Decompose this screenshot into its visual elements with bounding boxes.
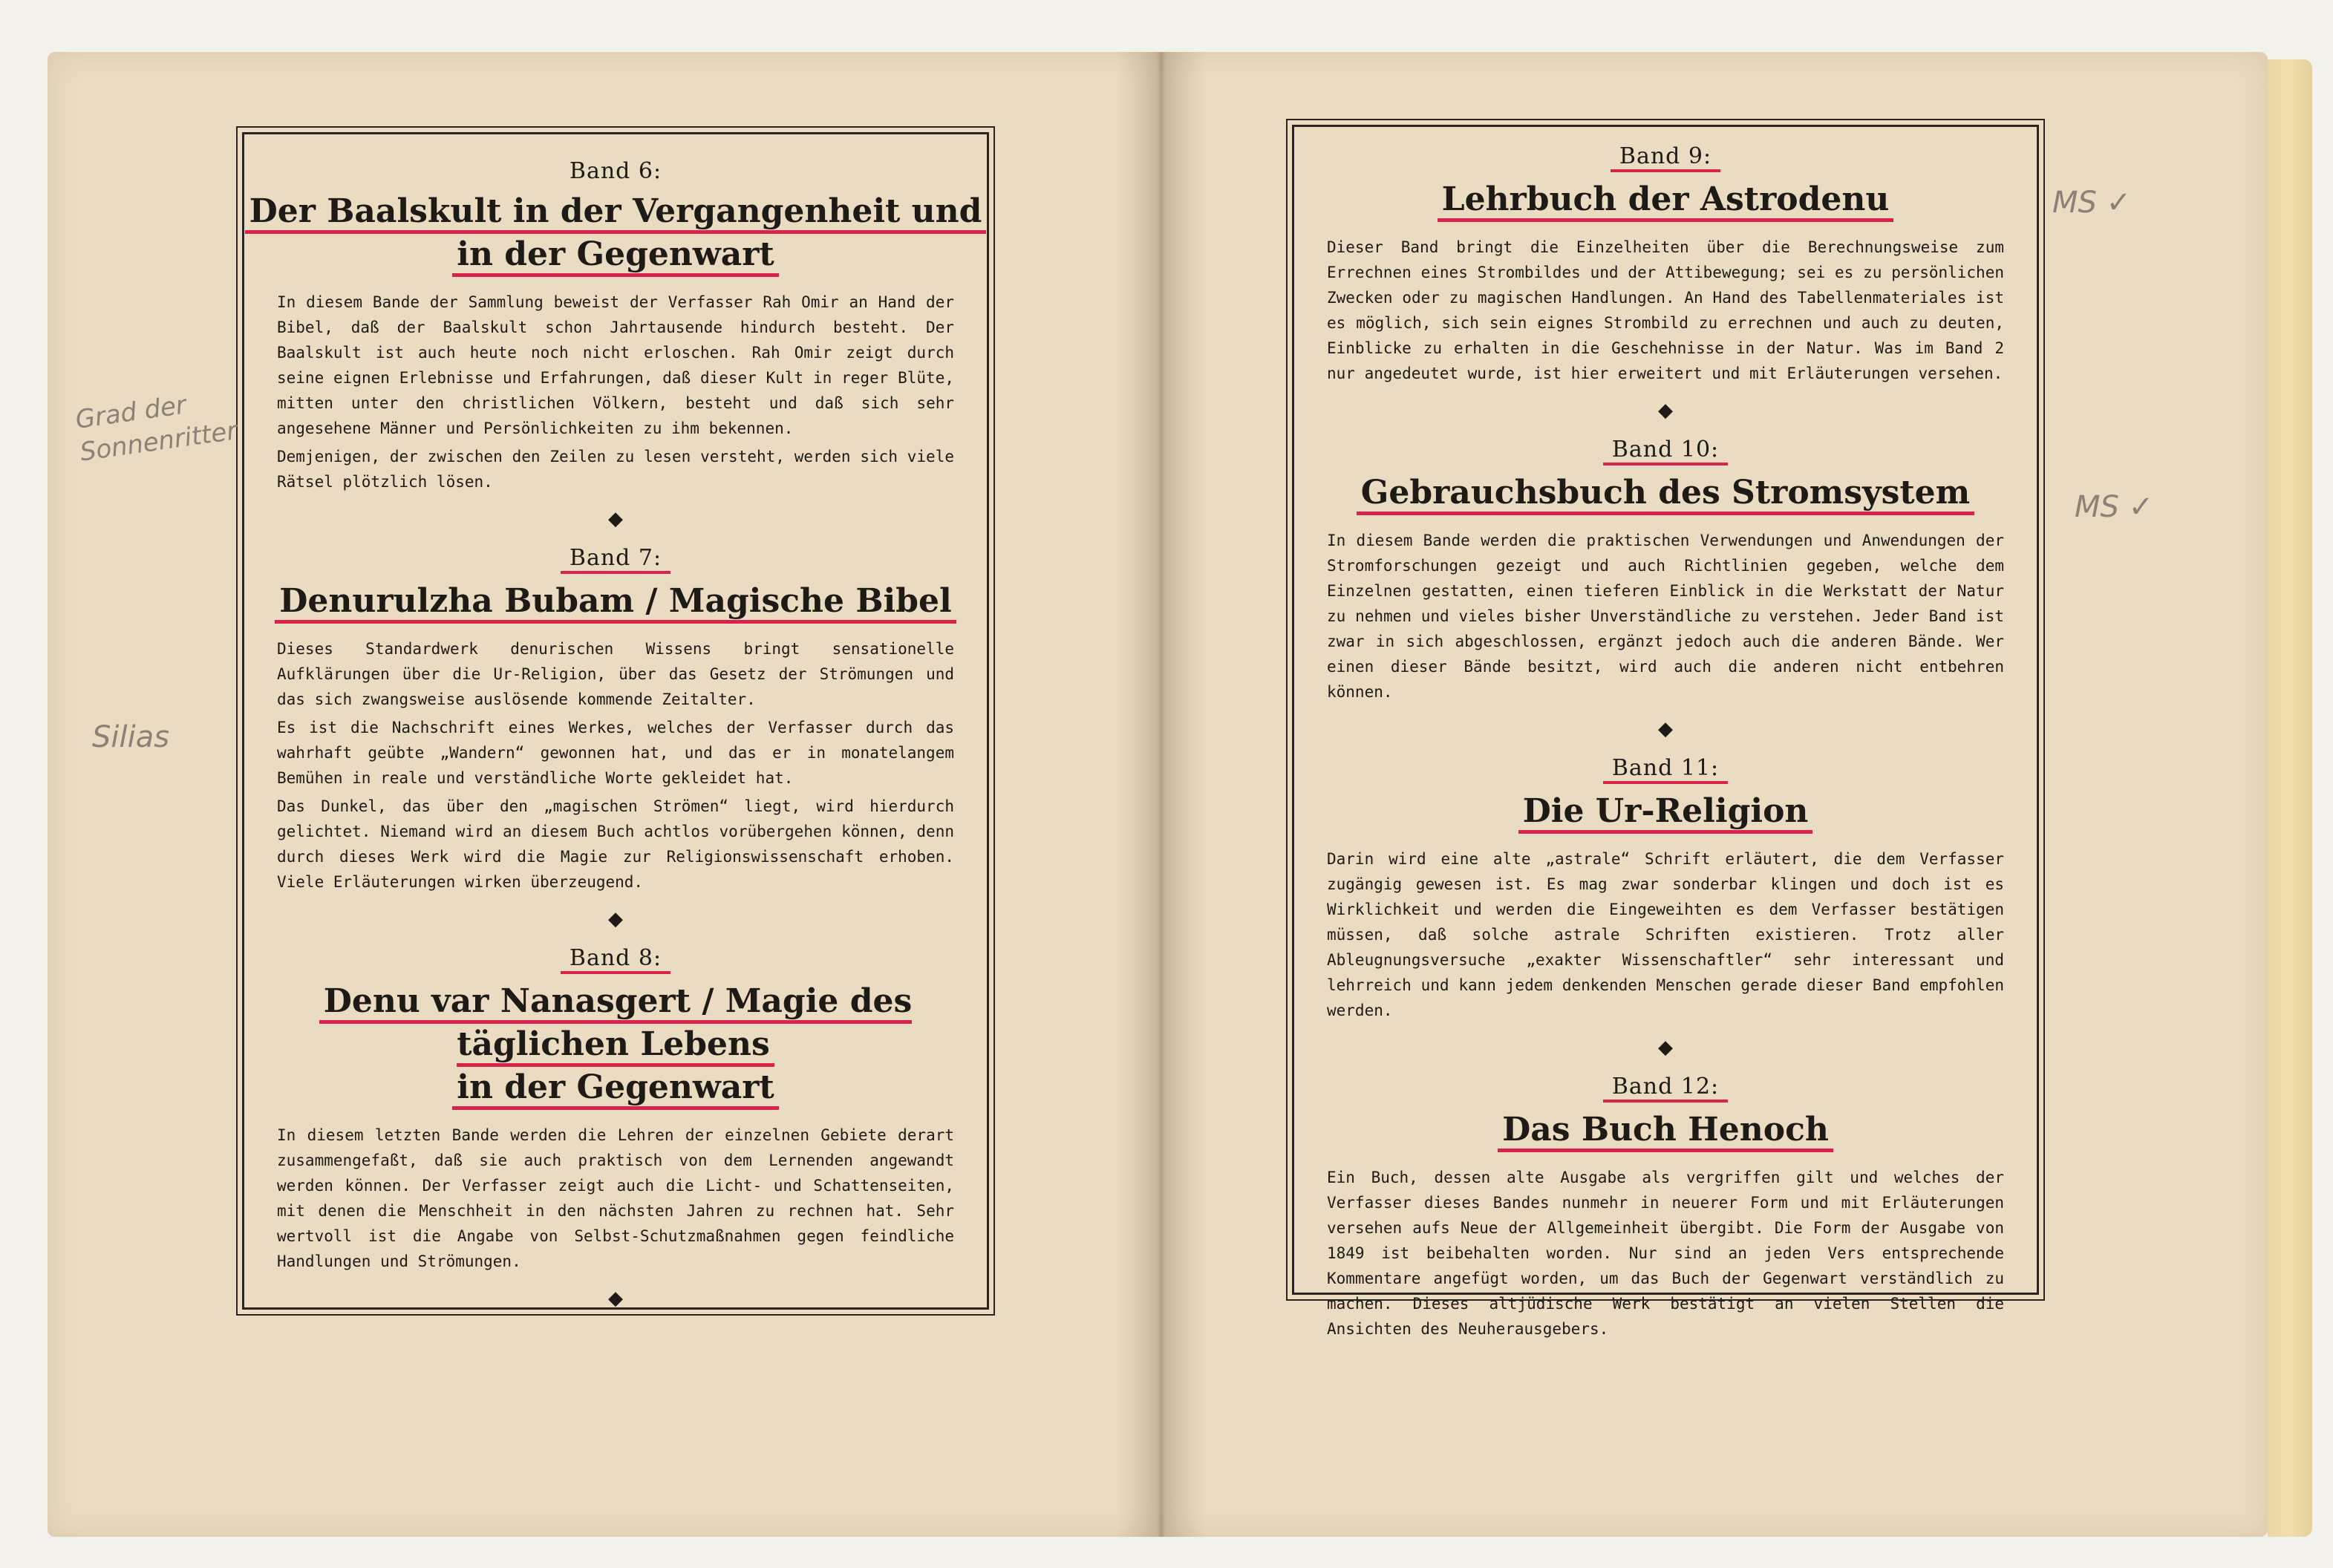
section-band-7 xyxy=(244,545,987,930)
band-title-line: Denurulzha Bubam / Magische Bibel xyxy=(275,582,956,624)
section-band-10 xyxy=(1294,437,2037,740)
band-title-line: in der Gegenwart xyxy=(452,235,779,277)
diamond-separator: ◆ xyxy=(1658,399,1673,422)
band-label: Band 9: xyxy=(1611,143,1720,172)
band-title xyxy=(244,980,987,1109)
band-title-line: Der Baalskult in der Vergangenheit und xyxy=(245,192,987,234)
band-title-line: Das Buch Henoch xyxy=(1498,1111,1833,1152)
paragraph: Ein Buch, dessen alte Ausgabe als vergriffen gilt und welches der Verfasser dieses Bandes nunmehr in neuerer Form und mit Erläuterungen versehen aufs Neue der Allgemeinheit übergibt. Die Form der Ausgabe von 1849 ist beibehalten worden. Nur sind an jeden Vers entsprechende Kommentare angefügt worden, um das Buch der Gegenwart verständlich zu machen. Dieses altjüdische Werk bestätigt an vielen Stellen die Ansichten des Neuherausgebers. xyxy=(1327,1169,2004,1338)
section-band-12 xyxy=(1294,1074,2037,1342)
band-title xyxy=(1294,471,2037,514)
diamond-separator: ◆ xyxy=(1658,1036,1673,1059)
page-edge xyxy=(2268,59,2312,1537)
band-label: Band 7: xyxy=(561,545,670,574)
band-title-line: Die Ur-Religion xyxy=(1518,792,1813,834)
book-gutter xyxy=(1117,52,1206,1537)
section-band-8 xyxy=(244,945,987,1310)
diamond-separator: ◆ xyxy=(608,508,623,530)
band-title-line: Lehrbuch der Astrodenu xyxy=(1438,180,1894,222)
band-title xyxy=(1294,790,2037,833)
margin-note-handwritten: MS ✓ xyxy=(2052,186,2132,220)
band-label: Band 10: xyxy=(1603,437,1728,466)
diamond-separator: ◆ xyxy=(1658,718,1673,740)
diamond-separator: ◆ xyxy=(608,908,623,930)
open-book xyxy=(48,52,2268,1537)
band-description xyxy=(277,636,954,895)
band-title xyxy=(1294,1108,2037,1152)
section-band-6 xyxy=(244,158,987,530)
paragraph: Es ist die Nachschrift eines Werkes, welches der Verfasser durch das wahrhaft geübte „Wandern“ gewonnen hat, und das er in monatelangem Bemühen in reale und verständliche Worte gekleidet hat. xyxy=(277,719,954,787)
margin-note-handwritten: MS ✓ xyxy=(2075,490,2154,524)
band-title-line: Gebrauchsbuch des Stromsystem xyxy=(1357,474,1974,515)
band-description xyxy=(1327,846,2004,1023)
left-page-frame xyxy=(242,132,989,1310)
section-band-9 xyxy=(1294,143,2037,422)
paragraph: Das Dunkel, das über den „magischen Strömen“ liegt, wird hierdurch gelichtet. Niemand wird an diesem Buch achtlos vorübergehen können, denn durch dieses Werk wird die Magie zur Religionswissenschaft erhoben. Viele Erläuterungen wirken überzeugend. xyxy=(277,797,954,891)
band-label: Band 8: xyxy=(561,945,670,974)
band-title xyxy=(1294,178,2037,221)
band-description xyxy=(277,1123,954,1274)
margin-note-handwritten: Silias xyxy=(92,720,170,754)
section-band-11 xyxy=(1294,755,2037,1059)
band-description xyxy=(1327,235,2004,386)
paragraph: Dieser Band bringt die Einzelheiten über die Berechnungsweise zum Errechnen eines Strombildes und der Attibewegung; sei es zu persönlichen Zwecken oder zu magischen Handlungen. An Hand des Tabellenmateriales ist es möglich, sich sein eignes Strombild zu errechnen und auch zu deuten, Einblicke zu erhalten in die Geschehnisse in der Natur. Was im Band 2 nur angedeutet wurde, ist hier erweitert und mit Erläuterungen versehen. xyxy=(1327,238,2004,382)
paragraph: Demjenigen, der zwischen den Zeilen zu lesen versteht, werden sich viele Rätsel plötzlich lösen. xyxy=(277,448,954,491)
band-title xyxy=(244,190,987,276)
diamond-separator: ◆ xyxy=(608,1287,623,1310)
paragraph: Darin wird eine alte „astrale“ Schrift erläutert, die dem Verfasser zugängig gewesen ist. Es mag zwar sonderbar klingen und doch ist es Wirklichkeit und werden die Eingeweihten es dem Verfasser bestätigen müssen, daß solche astrale Schriften existieren. Trotz aller Ableugnungsversuche „exakter Wissenschaftler“ sehr interessant und lehrreich und kann jedem denkenden Menschen gerade dieser Band empfohlen werden. xyxy=(1327,850,2004,1019)
band-title xyxy=(244,580,987,623)
band-label: Band 11: xyxy=(1603,755,1728,784)
paragraph: In diesem Bande werden die praktischen Verwendungen und Anwendungen der Stromforschungen gezeigt und auch Richtlinien gegeben, welche dem Einzelnen gestatten, einen tieferen Einblick in die Werkstatt der Natur zu nehmen und vieles bisher Unverständliche zu verstehen. Jeder Band ist zwar in sich abgeschlossen, ergänzt jedoch auch die anderen Bände. Wer einen dieser Bände besitzt, wird auch die anderen nicht entbehren können. xyxy=(1327,532,2004,701)
margin-note-handwritten: Grad der Sonnenritter xyxy=(74,390,239,468)
band-description xyxy=(1327,528,2004,705)
band-description xyxy=(1327,1165,2004,1342)
paragraph: Dieses Standardwerk denurischen Wissens bringt sensationelle Aufklärungen über die Ur-Religion, über das Gesetz der Strömungen und das sich zwangsweise auslösende kommende Zeitalter. xyxy=(277,640,954,708)
paragraph: In diesem letzten Bande werden die Lehren der einzelnen Gebiete derart zusammengefaßt, daß sie auch praktisch von dem Lernenden angewandt werden können. Der Verfasser zeigt auch die Licht- und Schattenseiten, mit denen die Menschheit in den nächsten Jahren zu rechnen hat. Sehr wertvoll ist die Angabe von Selbst-Schutzmaßnahmen gegen feindliche Handlungen und Strömungen. xyxy=(277,1126,954,1270)
paragraph: In diesem Bande der Sammlung beweist der Verfasser Rah Omir an Hand der Bibel, daß der Baalskult schon Jahrtausende hindurch besteht. Der Baalskult ist auch heute noch nicht erloschen. Rah Omir zeigt durch seine eignen Erlebnisse und Erfahrungen, daß dieser Kult in reger Blüte, mitten unter den christlichen Völkern, besteht und daß sich sehr angesehene Männer und Persönlichkeiten zu ihm bekennen. xyxy=(277,293,954,437)
band-title-line: Denu var Nanasgert / Magie des täglichen Lebens xyxy=(319,982,913,1067)
band-label: Band 6: xyxy=(569,158,662,184)
band-description xyxy=(277,290,954,494)
band-label: Band 12: xyxy=(1603,1074,1728,1102)
right-page-frame xyxy=(1292,125,2039,1338)
band-title-line: in der Gegenwart xyxy=(452,1068,779,1110)
